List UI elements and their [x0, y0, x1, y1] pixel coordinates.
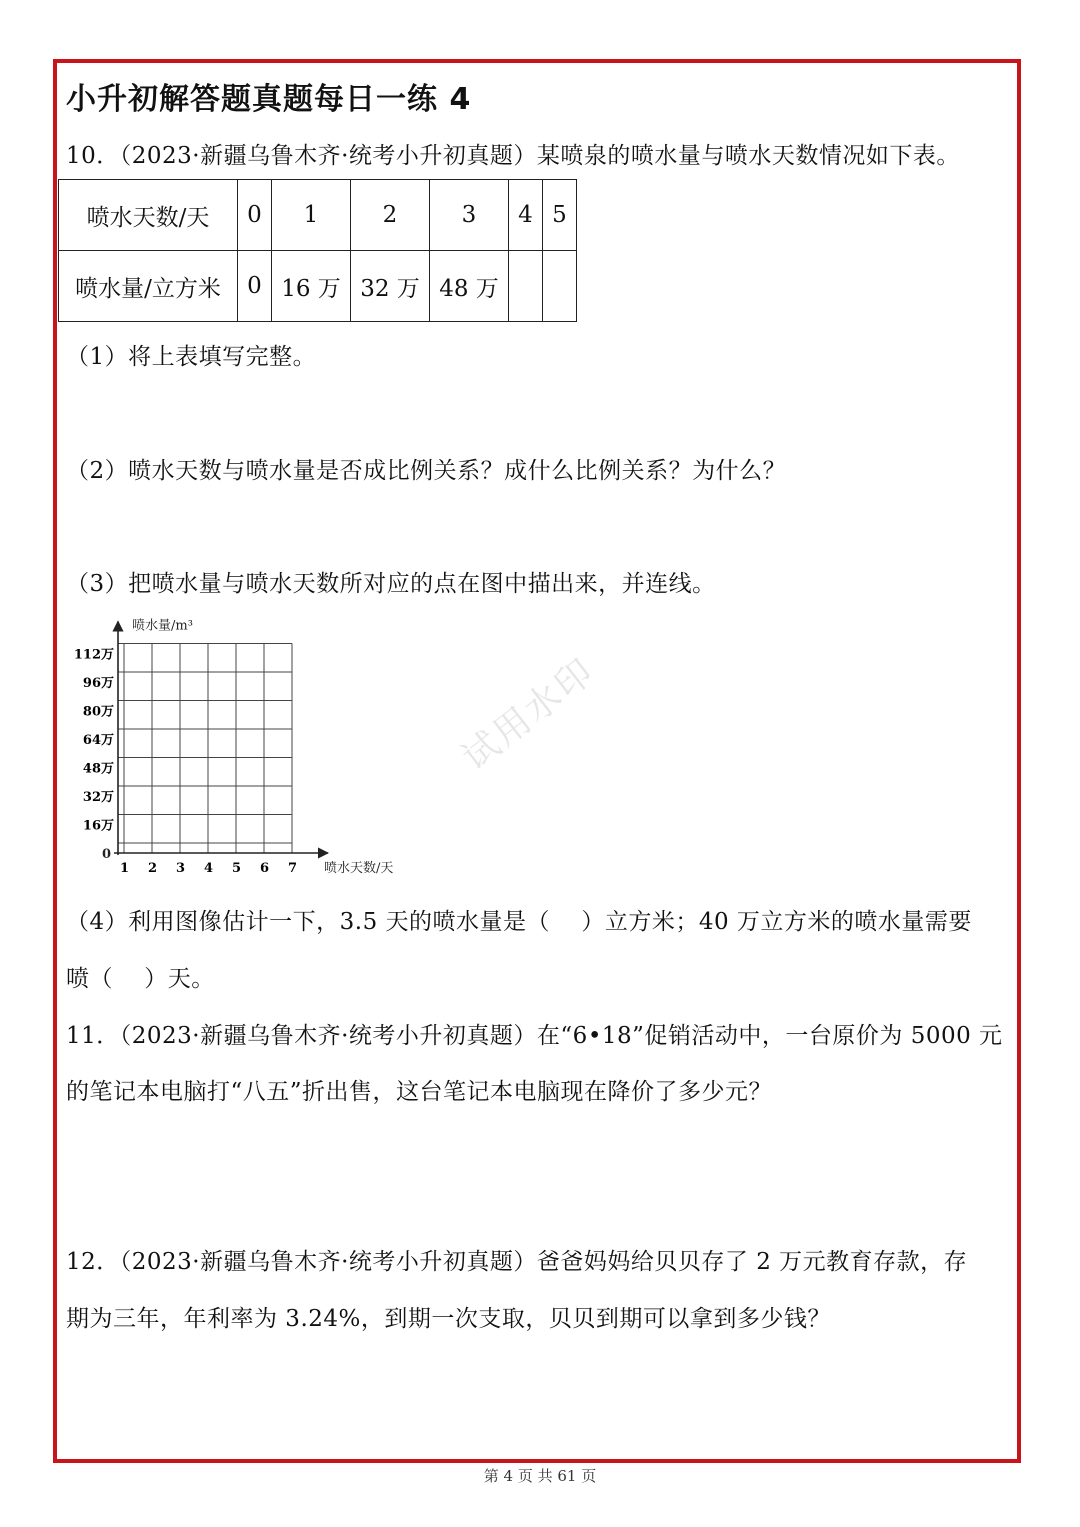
y-tick-label: 16万 [82, 818, 114, 834]
table-cell: 2 [351, 180, 430, 251]
page-title: 小升初解答题真题每日一练 4 [66, 82, 472, 117]
x-tick-label: 7 [288, 861, 298, 876]
table-header-days: 喷水天数/天 [59, 180, 238, 251]
q10-sub4-line1: （4）利用图像估计一下，3.5 天的喷水量是（ ）立方米；40 万立方米的喷水量需要 [66, 909, 972, 935]
q11-line1: 11．（2023·新疆乌鲁木齐·统考小升初真题）在“6•18”促销活动中，一台原价为 5000 元 [66, 1023, 1003, 1049]
table-cell: 4 [509, 180, 543, 251]
table-cell: 32 万 [351, 251, 430, 322]
y-tick-label: 96万 [82, 676, 114, 691]
q12-line2: 期为三年，年利率为 3.24%，到期一次支取，贝贝到期可以拿到多少钱？ [66, 1306, 831, 1332]
x-tick-label: 2 [148, 861, 158, 876]
y-tick-label: 112万 [73, 647, 114, 663]
y-tick-label: 48万 [82, 761, 114, 777]
q10-chart [60, 610, 430, 885]
y-axis-label: 喷水量/m³ [132, 618, 193, 634]
y-tick-label: 64万 [82, 733, 114, 748]
table-cell: 48 万 [430, 251, 509, 322]
y-tick-label: 80万 [82, 704, 114, 720]
x-axis-label: 喷水天数/天 [324, 861, 394, 876]
q10-data-table [58, 179, 577, 322]
q10-sub2: （2）喷水天数与喷水量是否成比例关系？成什么比例关系？为什么？ [66, 458, 787, 484]
table-cell: 5 [543, 180, 577, 251]
table-header-volume: 喷水量/立方米 [59, 251, 238, 322]
table-cell: 3 [430, 180, 509, 251]
q12-line1: 12．（2023·新疆乌鲁木齐·统考小升初真题）爸爸妈妈给贝贝存了 2 万元教育存款，存 [66, 1249, 968, 1275]
table-row-days [59, 180, 577, 251]
q10-stem: 10．（2023·新疆乌鲁木齐·统考小升初真题）某喷泉的喷水量与喷水天数情况如下表。 [66, 143, 960, 169]
table-cell-blank [509, 251, 543, 322]
x-tick-label: 4 [204, 861, 214, 876]
y-tick-label: 32万 [82, 790, 114, 805]
table-cell: 0 [238, 251, 272, 322]
origin-label: 0 [102, 847, 112, 862]
q10-sub4-line2: 喷（ ）天。 [66, 966, 215, 992]
q10-sub1: （1）将上表填写完整。 [66, 344, 317, 370]
table-cell: 16 万 [272, 251, 351, 322]
x-tick-label: 6 [260, 861, 270, 876]
x-tick-label: 1 [120, 861, 130, 876]
table-cell: 1 [272, 180, 351, 251]
x-tick-label: 3 [176, 861, 186, 876]
page-footer: 第 4 页 共 61 页 [483, 1467, 597, 1485]
watermark: 试用水印 [454, 650, 604, 779]
q10-sub3: （3）把喷水量与喷水天数所对应的点在图中描出来，并连线。 [66, 571, 716, 597]
table-cell: 0 [238, 180, 272, 251]
table-cell-blank [543, 251, 577, 322]
table-row-volume [59, 251, 577, 322]
chart-grid [118, 644, 292, 854]
x-tick-label: 5 [232, 861, 242, 876]
q11-line2: 的笔记本电脑打“八五”折出售，这台笔记本电脑现在降价了多少元？ [66, 1079, 773, 1105]
